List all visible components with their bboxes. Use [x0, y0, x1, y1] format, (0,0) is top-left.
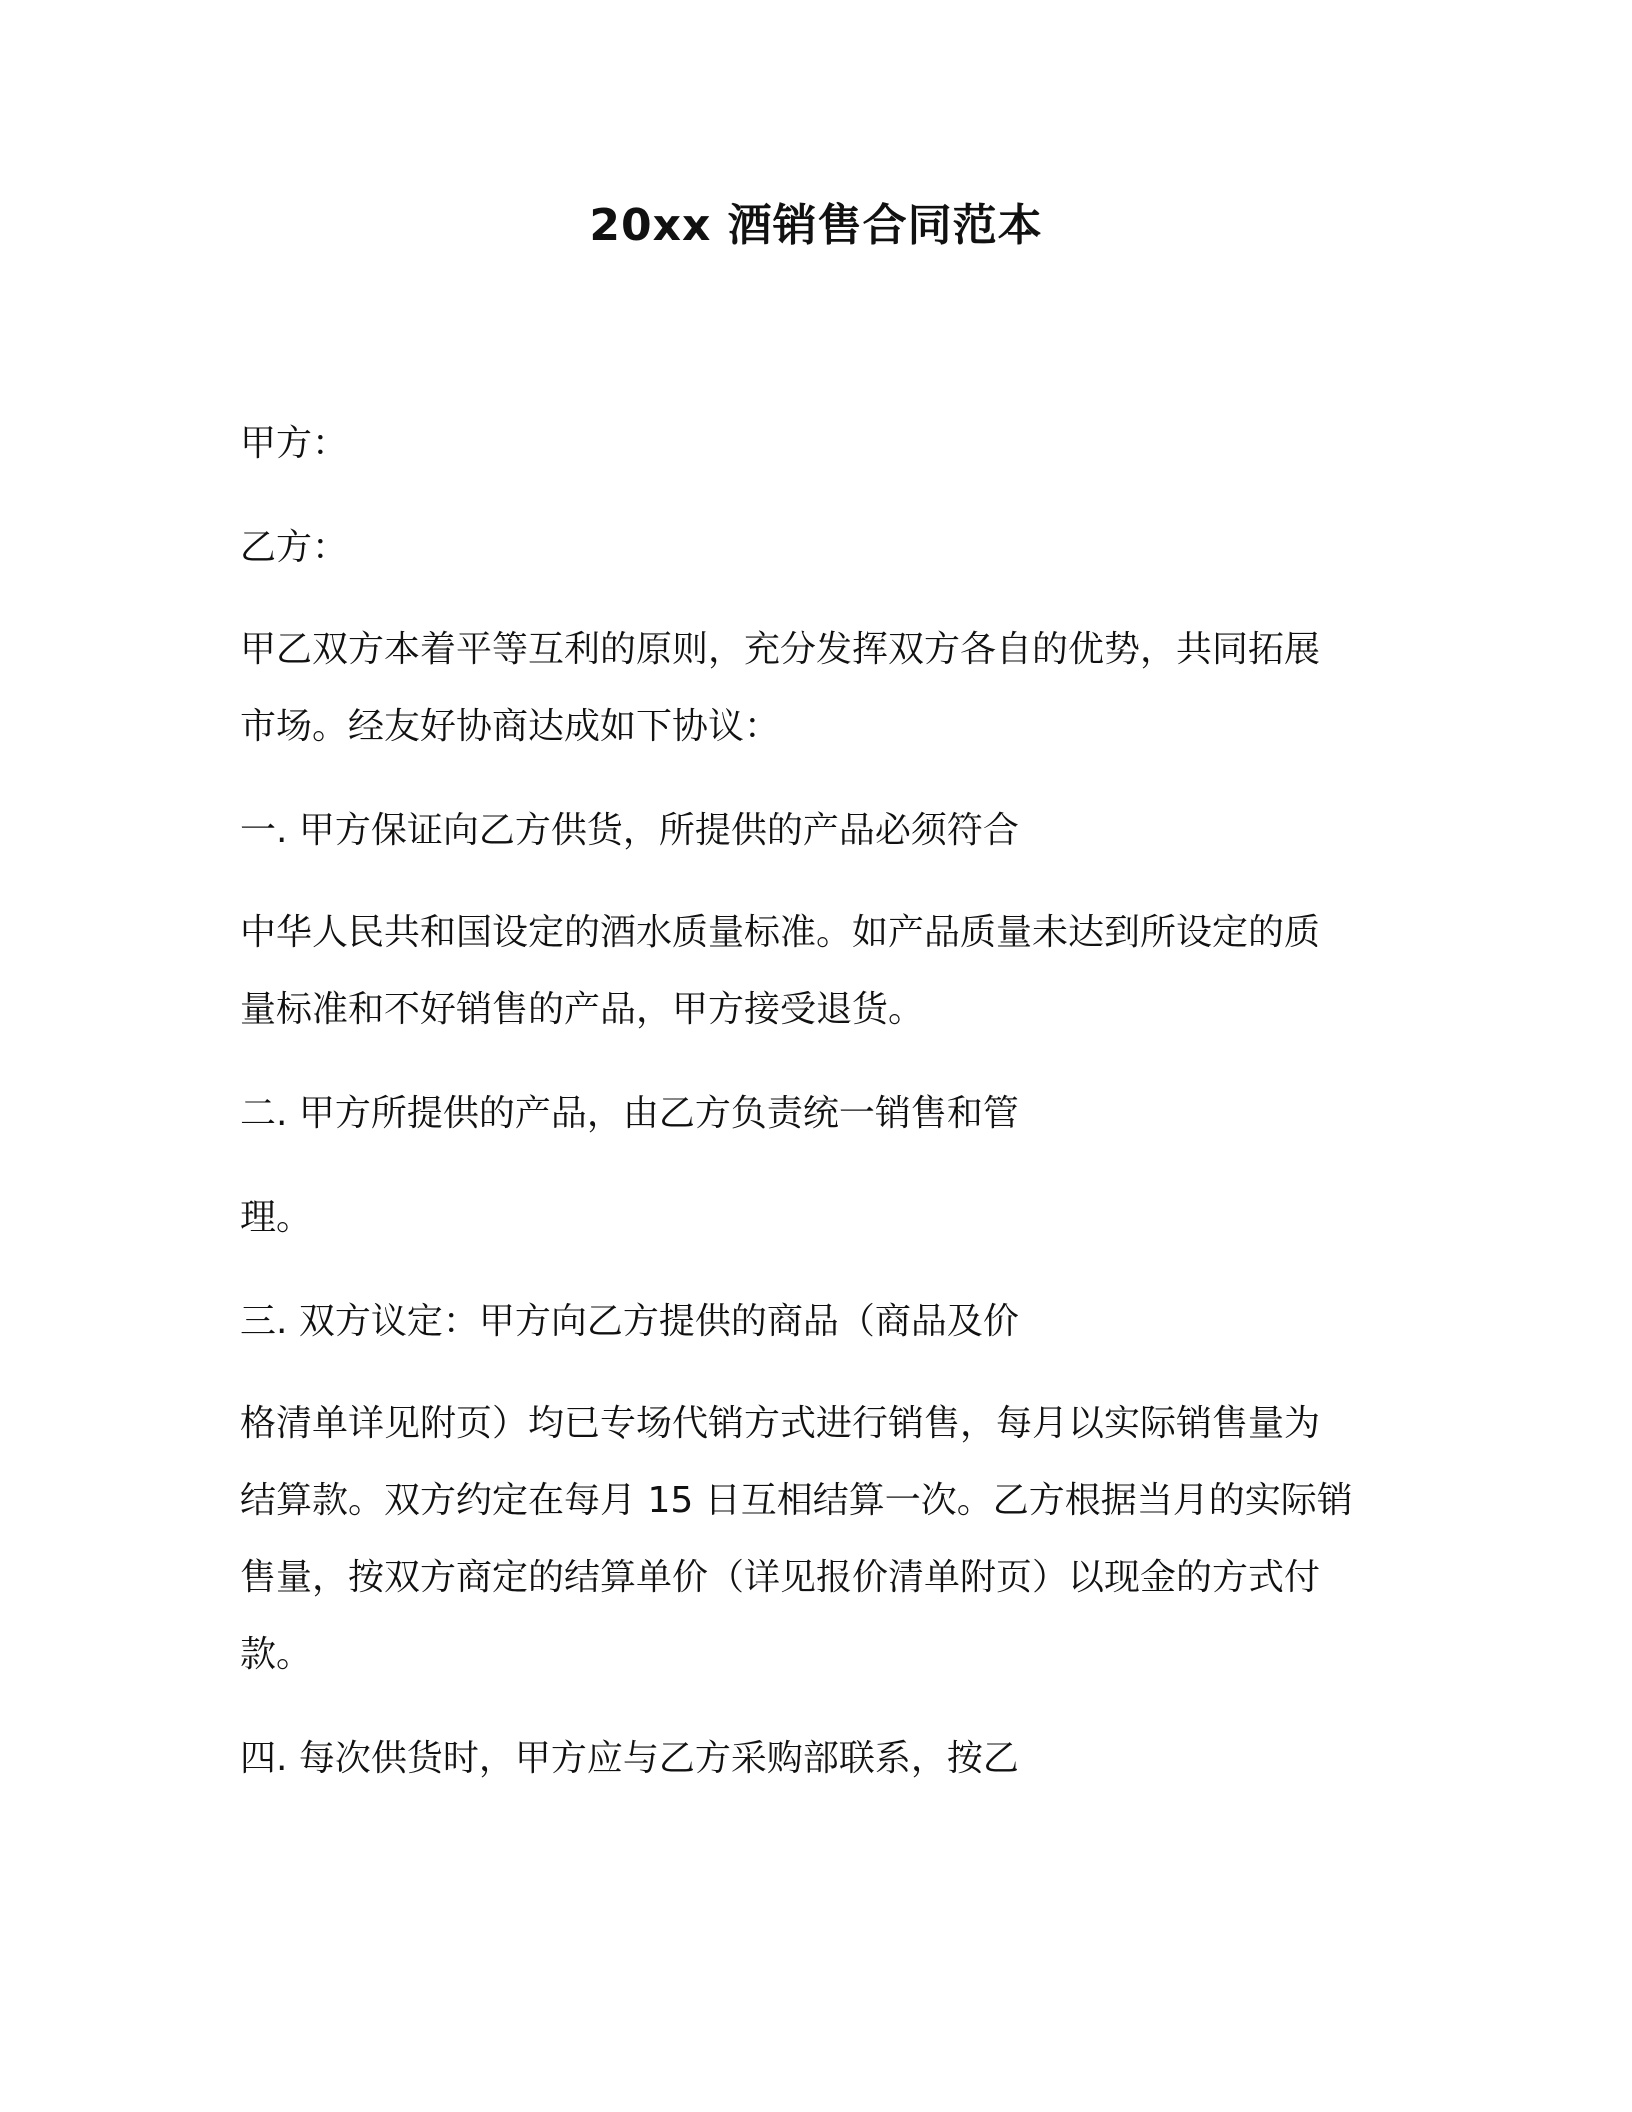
party-a-line: 甲方：: [240, 423, 349, 464]
clause-3-line-4: 款。: [240, 1634, 313, 1675]
clause-2-heading: 二. 甲方所提供的产品，由乙方负责统一销售和管: [240, 1093, 1019, 1134]
clause-1-line-1: 中华人民共和国设定的酒水质量标准。如产品质量未达到所设定的质: [240, 912, 1321, 953]
clause-3-heading: 三. 双方议定：甲方向乙方提供的商品（商品及价: [240, 1301, 1019, 1342]
clause-4-heading: 四. 每次供货时，甲方应与乙方采购部联系，按乙: [240, 1738, 1019, 1779]
clause-2-line-1: 理。: [240, 1197, 313, 1238]
clause-3-line-3: 售量，按双方商定的结算单价（详见报价清单附页）以现金的方式付: [240, 1557, 1321, 1598]
clause-3-line-2: 结算款。双方约定在每月 15 日互相结算一次。乙方根据当月的实际销: [240, 1480, 1353, 1521]
intro-paragraph-line-1: 甲乙双方本着平等互利的原则，充分发挥双方各自的优势，共同拓展: [240, 629, 1321, 670]
clause-1-line-2: 量标准和不好销售的产品，甲方接受退货。: [240, 989, 925, 1030]
document-title: 20xx 酒销售合同范本: [589, 200, 1043, 251]
intro-paragraph-line-2: 市场。经友好协商达成如下协议：: [240, 706, 781, 747]
party-b-line: 乙方：: [240, 527, 349, 568]
clause-3-line-1: 格清单详见附页）均已专场代销方式进行销售，每月以实际销售量为: [240, 1403, 1321, 1444]
clause-1-heading: 一. 甲方保证向乙方供货，所提供的产品必须符合: [240, 810, 1019, 851]
